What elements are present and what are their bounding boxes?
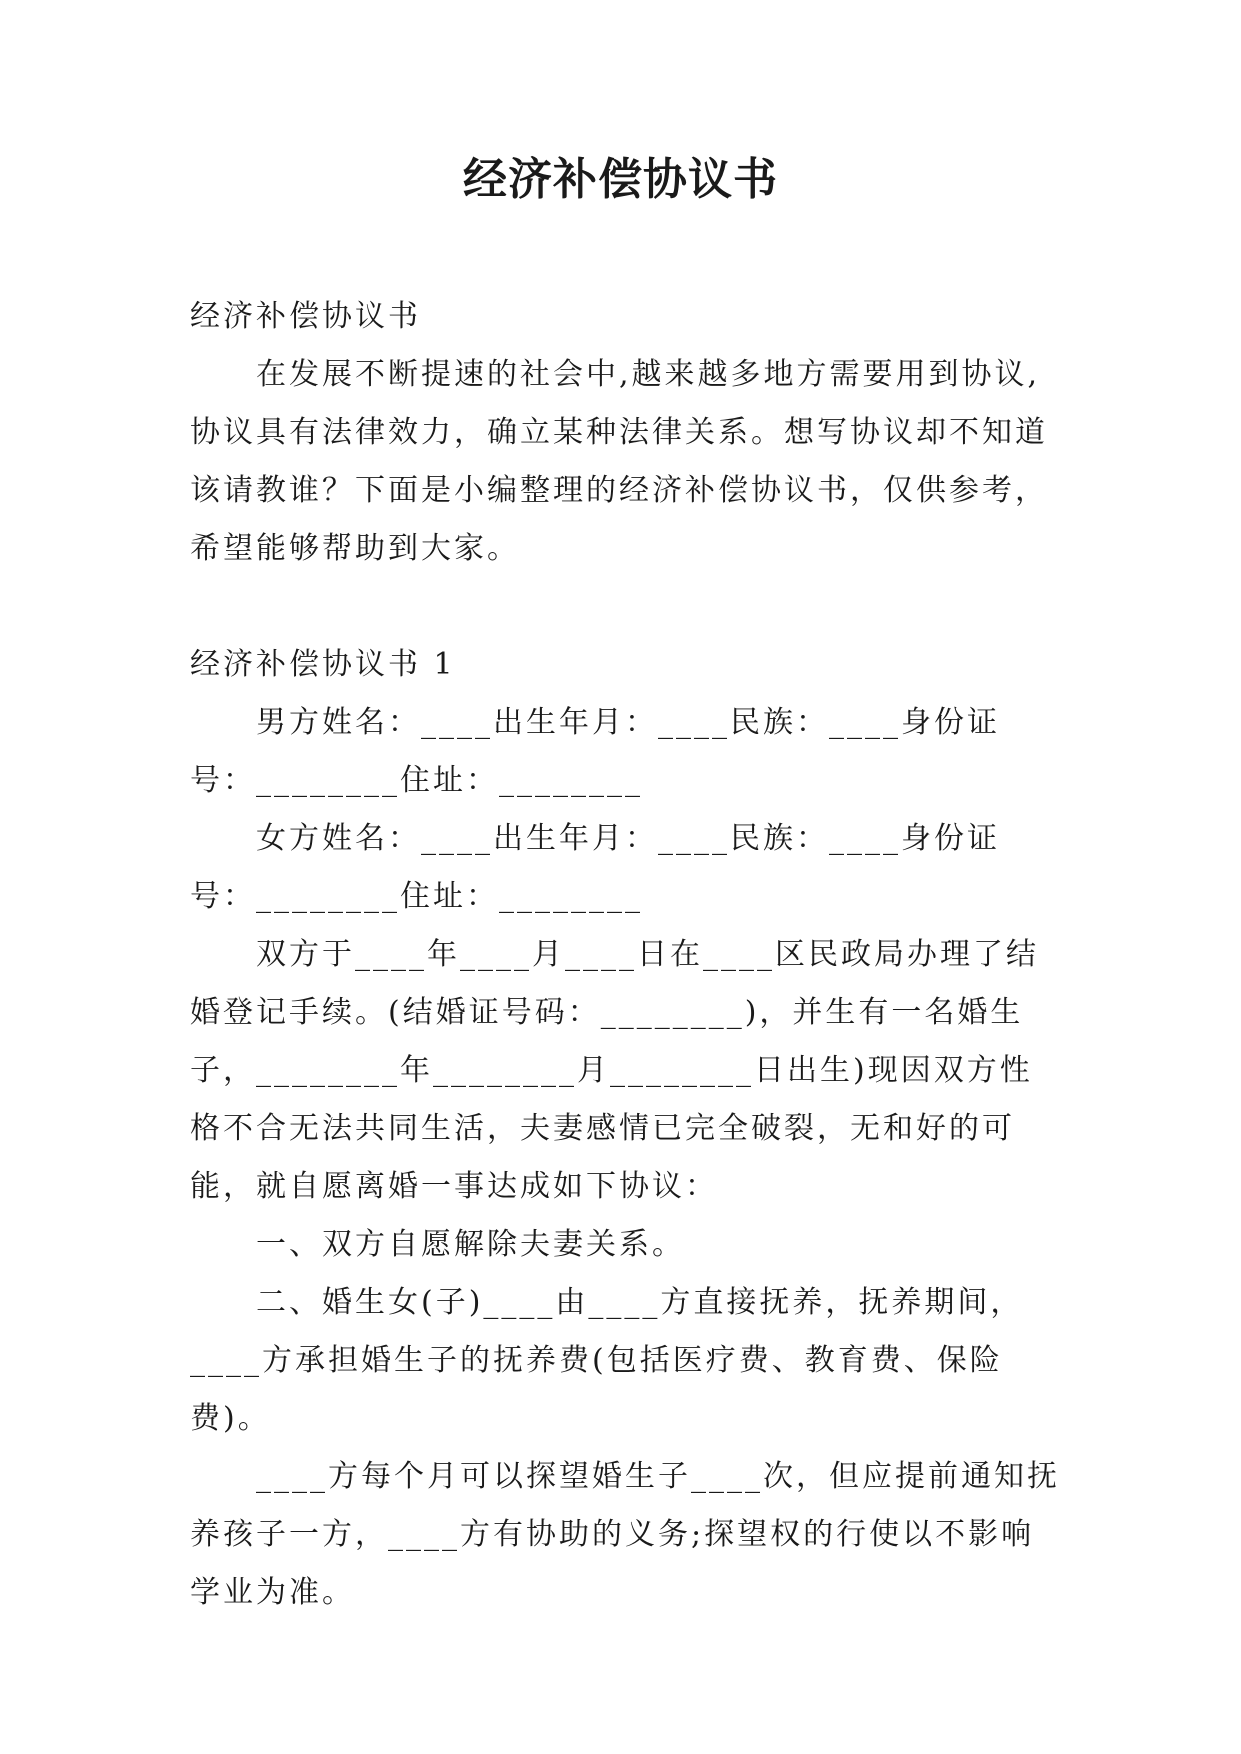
document-title: 经济补偿协议书 [463, 154, 778, 205]
spacer [190, 578, 1060, 636]
male-info-paragraph: 男方姓名：____出生年月：____民族：____身份证号：________住址：________ [190, 705, 1000, 798]
clause-2: 二、婚生女(子)____由____方直接抚养，抚养期间，____方承担婚生子的抚养费(包括医疗费、教育费、保险费)。 [190, 1285, 1024, 1436]
clause-1: 一、双方自愿解除夫妻关系。 [256, 1227, 685, 1262]
marriage-paragraph: 双方于____年____月____日在____区民政局办理了结婚登记手续。(结婚证号码：________)，并生有一名婚生子，________年________月________日出生)现因双方性格不合无法共同生活，夫妻感情已完全破裂，无和好的可能，就自愿离婚一事达成如下协议： [190, 937, 1039, 1204]
female-info-paragraph: 女方姓名：____出生年月：____民族：____身份证号：________住址：________ [190, 821, 1000, 914]
document-body [190, 288, 1060, 1622]
section-heading: 经济补偿协议书 1 [190, 647, 456, 682]
intro-paragraph: 在发展不断提速的社会中,越来越多地方需要用到协议,协议具有法律效力，确立某种法律关系。想写协议却不知道该请教谁？下面是小编整理的经济补偿协议书，仅供参考，希望能够帮助到大家。 [190, 357, 1048, 566]
clause-3: ____方每个月可以探望婚生子____次，但应提前通知抚养孩子一方，____方有协助的义务;探望权的行使以不影响学业为准。 [190, 1459, 1060, 1610]
subtitle: 经济补偿协议书 [190, 299, 421, 334]
